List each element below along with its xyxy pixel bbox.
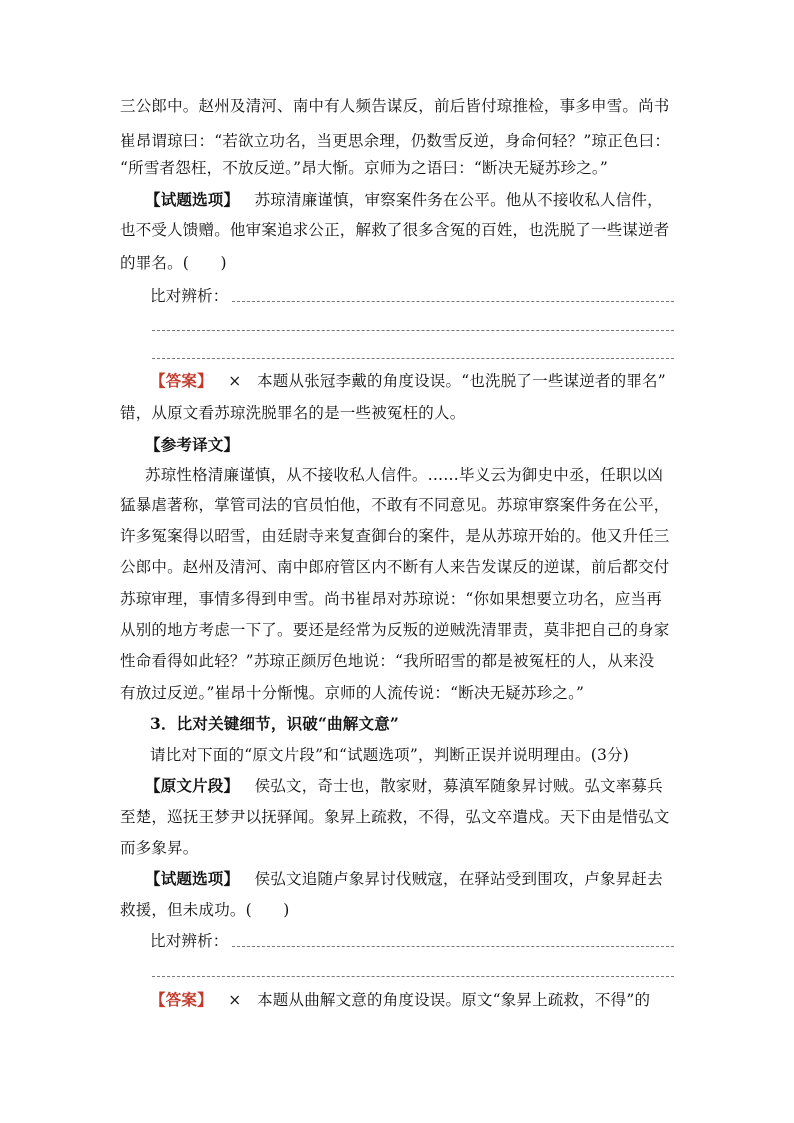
translation-line: 猛暴虐著称，掌管司法的官员怕他，不敢有不同意见。苏琼审察案件务在公平， [120, 496, 670, 514]
answer-blank-line[interactable] [152, 330, 674, 331]
translation-line: 苏琼审理，事情多得到申雪。尚书崔昂对苏琼说：“你如果想要立功名，应当再 [120, 590, 662, 608]
translation-line: 有放过反逆。”崔昂十分惭愧。京师的人流传说：“断决无疑苏珍之。” [120, 684, 585, 702]
passage-line: 崔昂谓琼曰：“若欲立功名，当更思余理，仍数雪反逆，身命何轻？”琼正色曰： [120, 132, 671, 150]
answer-label: 【答案】 [150, 371, 213, 390]
answer-blank-line[interactable] [152, 358, 674, 359]
translation-label: 【参考译文】 [145, 435, 240, 454]
answer-paragraph-line: 错，从原文看苏琼洗脱罪名的是一些被冤枉的人。 [120, 404, 466, 422]
translation-line: 苏琼性格清廉谨慎，从不接收私人信件。……毕义云为御史中丞，任职以凶 [145, 466, 664, 484]
answer-blank-line[interactable] [232, 301, 674, 302]
option-label: 【试题选项】 [145, 190, 240, 209]
original-paragraph-line: 至楚，巡抚王梦尹以抚驿闻。象昇上疏救，不得，弘文卒遣戍。天下由是惜弘文 [120, 808, 670, 826]
answer-text: × 本题从张冠李戴的角度设误。“也洗脱了一些谋逆者的罪名” [228, 372, 666, 390]
option-text: 侯弘文追随卢象昇讨伐贼寇，在驿站受到围攻，卢象昇赶去 [254, 870, 663, 888]
option-paragraph-line: 救援，但未成功。( ) [120, 901, 290, 919]
translation-line: 公郎中。赵州及清河、南中郎府管区内不断有人来告发谋反的逆谋，前后都交付 [120, 558, 670, 576]
analysis-label: 比对辨析： [150, 932, 229, 950]
translation-line: 性命看得如此轻？”苏琼正颜厉色地说：“我所昭雪的都是被冤枉的人，从来没 [120, 652, 655, 670]
option-paragraph-line [145, 869, 663, 889]
option-paragraph-line: 的罪名。( ) [120, 254, 227, 272]
passage-line: 三公郎中。赵州及清河、南中有人频告谋反，前后皆付琼推检，事多申雪。尚书 [120, 97, 670, 115]
translation-line: 许多冤案得以昭雪，由廷尉寺来复查御台的案件，是从苏琼开始的。他又升任三 [120, 527, 670, 545]
answer-paragraph-line [150, 990, 650, 1010]
original-text: 侯弘文，奇士也，散家财，募滇军随象昇讨贼。弘文率募兵 [254, 777, 663, 795]
section-instruction: 请比对下面的“原文片段”和“试题选项”，判断正误并说明理由。(3分) [150, 746, 629, 764]
original-label: 【原文片段】 [145, 776, 240, 795]
answer-blank-line[interactable] [152, 976, 674, 977]
option-paragraph-line: 也不受人馈赠。他审案追求公正，解救了很多含冤的百姓，也洗脱了一些谋逆者 [120, 221, 670, 239]
option-text: 苏琼清廉谨慎，审察案件务在公平。他从不接收私人信件， [254, 191, 663, 209]
section-heading: 3．比对关键细节，识破“曲解文意” [150, 714, 400, 733]
answer-text: × 本题从曲解文意的角度设误。原文“象昇上疏救，不得”的 [228, 991, 651, 1009]
passage-line: “所雪者怨枉，不放反逆。”昂大惭。京师为之语曰：“断决无疑苏珍之。” [120, 159, 608, 177]
original-paragraph-line: 而多象昇。 [120, 839, 199, 857]
option-paragraph-line [145, 190, 663, 210]
original-paragraph-line [145, 776, 663, 796]
translation-line: 从别的地方考虑一下了。要还是经常为反叛的逆贼洗清罪责，莫非把自己的身家 [120, 621, 670, 639]
analysis-label: 比对辨析： [150, 287, 229, 305]
answer-paragraph-line [150, 371, 666, 391]
answer-label: 【答案】 [150, 990, 213, 1009]
answer-blank-line[interactable] [232, 946, 674, 947]
option-label: 【试题选项】 [145, 869, 240, 888]
